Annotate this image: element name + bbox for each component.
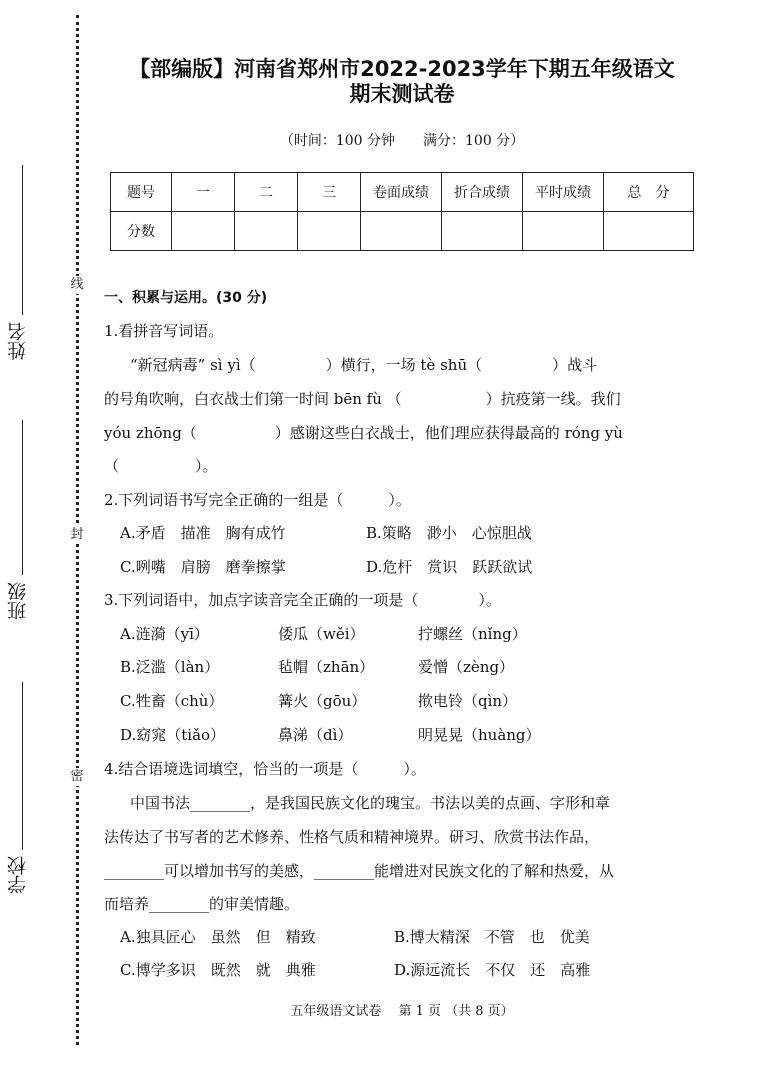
q1-text: ）横行，一场 tè shū（ bbox=[325, 356, 483, 374]
q3-option-b-word: 毡帽（zhān） bbox=[278, 658, 375, 676]
q4-passage-line: 中国书法________，是我国民族文化的瑰宝。书法以美的点画、字形和章 bbox=[130, 794, 611, 812]
score-cell[interactable] bbox=[298, 212, 361, 251]
q4-option-b[interactable]: B.博大精深 不管 也 优美 bbox=[394, 928, 590, 946]
q2-stem: 2.下列词语书写完全正确的一组是（ ）。 bbox=[104, 491, 411, 509]
q3-option-a-word: 拧螺丝（nǐng） bbox=[418, 625, 527, 643]
q1-text: ）感谢这些白衣战士，他们理应获得最高的 róng yù bbox=[274, 424, 623, 442]
q1-text: ）抗疫第一线。我们 bbox=[485, 390, 621, 408]
q1-line1 bbox=[130, 354, 597, 375]
binding-margin bbox=[0, 0, 100, 1075]
q1-line3 bbox=[104, 422, 623, 443]
score-header-cell: 卷面成绩 bbox=[361, 173, 442, 212]
score-header-cell: 一 bbox=[172, 173, 235, 212]
q1-text: ）。 bbox=[195, 457, 218, 475]
score-row-label: 分数 bbox=[111, 212, 172, 251]
score-cell[interactable] bbox=[172, 212, 235, 251]
name-field-line[interactable] bbox=[22, 165, 23, 315]
q2-option-b[interactable]: B.策略 渺小 心惊胆战 bbox=[366, 524, 532, 542]
q4-passage-line: 法传达了书写者的艺术修养、性格气质和精神境界。研习、欣赏书法作品， bbox=[104, 828, 600, 846]
score-cell[interactable] bbox=[523, 212, 604, 251]
q3-option-c[interactable]: C.牲畜（chù） bbox=[120, 692, 224, 710]
q4-passage-line: 而培养________的审美情趣。 bbox=[104, 895, 300, 913]
name-field-label: 姓名 bbox=[7, 322, 29, 360]
q3-option-b-word: 爱憎（zèng） bbox=[418, 658, 515, 676]
q1-text: ）战斗 bbox=[552, 356, 598, 374]
school-field-line[interactable] bbox=[22, 682, 23, 850]
score-cell[interactable] bbox=[361, 212, 442, 251]
q2-option-d[interactable]: D.危杆 赏识 跃跃欲试 bbox=[366, 558, 533, 576]
score-header-cell: 折合成绩 bbox=[442, 173, 523, 212]
class-field-label: 班级 bbox=[7, 582, 29, 620]
page-title-line2: 期末测试卷 bbox=[349, 82, 455, 106]
score-cell[interactable] bbox=[442, 212, 523, 251]
exam-subtitle: （时间：100 分钟 满分：100 分） bbox=[279, 133, 525, 149]
section-1-title: 一、积累与运用。(30 分) bbox=[104, 290, 268, 306]
q4-passage-line: ________可以增加书写的美感，________能增进对民族文化的了解和热爱，从 bbox=[104, 862, 615, 880]
score-table-score-row bbox=[111, 212, 694, 251]
page-title-line1: 【部编版】河南省郑州市2022-2023学年下期五年级语文 bbox=[129, 57, 675, 81]
score-header-cell: 二 bbox=[235, 173, 298, 212]
q1-text: 的号角吹响，白衣战士们第一时间 bēn fù （ bbox=[104, 390, 402, 408]
q4-option-d[interactable]: D.源远流长 不仅 还 高雅 bbox=[394, 961, 591, 979]
q3-option-a-word: 倭瓜（wěi） bbox=[278, 625, 365, 643]
q4-option-a[interactable]: A.独具匠心 虽然 但 精致 bbox=[120, 928, 316, 946]
score-cell[interactable] bbox=[604, 212, 694, 251]
q3-option-a[interactable]: A.涟漪（yī） bbox=[120, 625, 209, 643]
score-cell[interactable] bbox=[235, 212, 298, 251]
score-header-cell: 三 bbox=[298, 173, 361, 212]
page-footer: 五年级语文试卷 第 1 页 （共 8 页） bbox=[290, 1004, 514, 1019]
score-table-header-row bbox=[111, 173, 694, 212]
class-field-line[interactable] bbox=[22, 420, 23, 575]
q1-stem: 1.看拼音写词语。 bbox=[104, 322, 224, 340]
q1-text: “新冠病毒” sì yì（ bbox=[130, 356, 256, 374]
bind-char-xian: 线 bbox=[68, 276, 86, 294]
q4-stem: 4.结合语境选词填空，恰当的一项是（ ）。 bbox=[104, 760, 426, 778]
q2-option-c[interactable]: C.咧嘴 肩膀 磨拳擦掌 bbox=[120, 558, 286, 576]
q3-option-c-word: 揿电铃（qìn） bbox=[418, 692, 518, 710]
q2-option-a[interactable]: A.矛盾 描准 胸有成竹 bbox=[120, 524, 286, 542]
bind-char-mi: 密 bbox=[68, 768, 86, 786]
q1-line2 bbox=[104, 388, 621, 409]
q1-line4 bbox=[104, 455, 218, 476]
q3-option-d-word: 鼻涕（dì） bbox=[278, 726, 353, 744]
score-header-cell: 总 分 bbox=[604, 173, 694, 212]
q1-text: yóu zhōng（ bbox=[104, 424, 197, 442]
q1-text: （ bbox=[104, 457, 120, 475]
score-header-cell: 题号 bbox=[111, 173, 172, 212]
q3-option-b[interactable]: B.泛滥（làn） bbox=[120, 658, 220, 676]
q3-option-d[interactable]: D.窈窕（tiǎo） bbox=[120, 726, 226, 744]
bind-char-feng: 封 bbox=[68, 526, 86, 544]
q3-stem: 3.下列词语中，加点字读音完全正确的一项是（ ）。 bbox=[104, 591, 501, 609]
q3-option-d-word: 明晃晃（huàng） bbox=[418, 726, 541, 744]
school-field-label: 学校 bbox=[7, 856, 29, 894]
q3-option-c-word: 篝火（gōu） bbox=[278, 692, 367, 710]
score-header-cell: 平时成绩 bbox=[523, 173, 604, 212]
score-table bbox=[110, 172, 694, 251]
q4-option-c[interactable]: C.博学多识 既然 就 典雅 bbox=[120, 961, 316, 979]
